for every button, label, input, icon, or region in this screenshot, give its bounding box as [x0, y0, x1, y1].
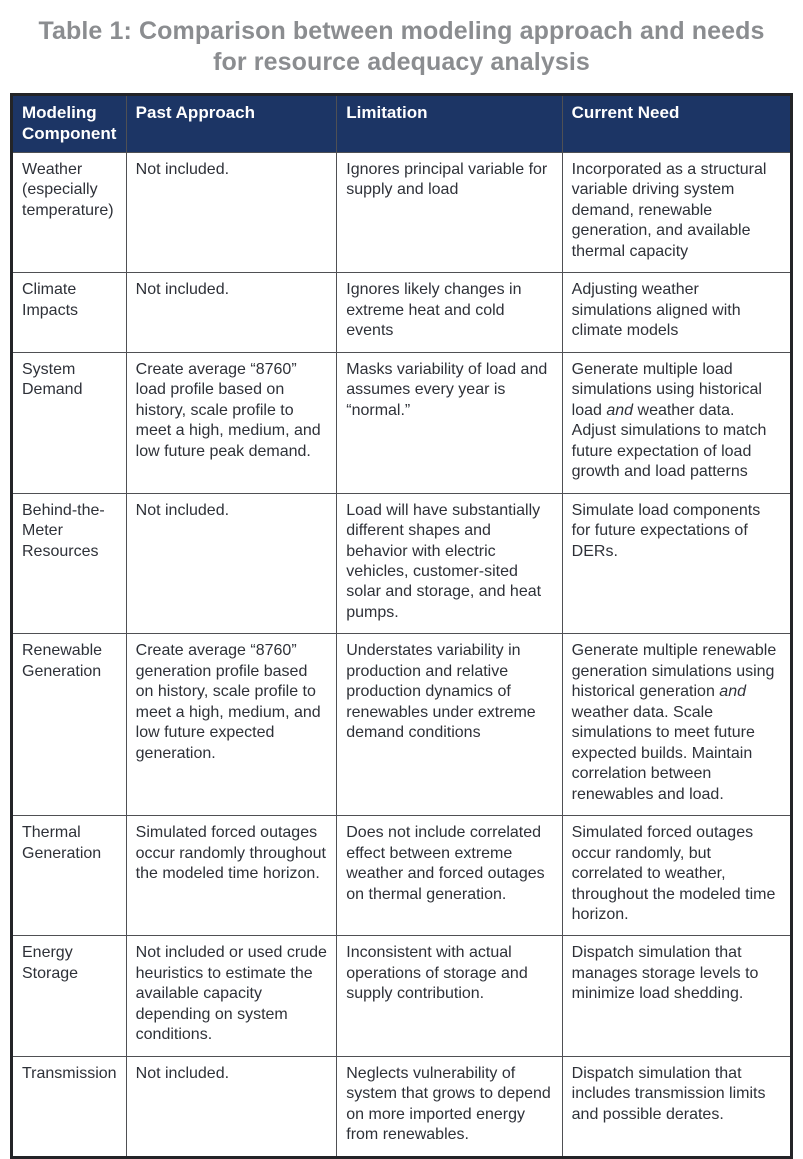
- cell-need: Dispatch simulation that includes transmission limits and possible derates.: [562, 1056, 791, 1157]
- cell-past: Simulated forced outages occur randomly throughout the modeled time horizon.: [126, 816, 337, 936]
- table-row: [12, 816, 792, 936]
- cell-component: Energy Storage: [12, 936, 127, 1056]
- cell-need: Generate multiple renewable generation simulations using historical generation and weather data. Scale simulations to meet future expected builds. Maintain correlation between renewables and load.: [562, 634, 791, 816]
- cell-limitation: Does not include correlated effect between extreme weather and forced outages on thermal generation.: [337, 816, 562, 936]
- comparison-table: [10, 93, 793, 1159]
- cell-past: Not included.: [126, 273, 337, 352]
- cell-component: Weather (especially temperature): [12, 153, 127, 273]
- cell-past: Not included or used crude heuristics to estimate the available capacity depending on system conditions.: [126, 936, 337, 1056]
- header-row: [12, 94, 792, 153]
- header-modeling-component: Modeling Component: [12, 94, 127, 153]
- cell-limitation: Ignores likely changes in extreme heat and cold events: [337, 273, 562, 352]
- table-row: [12, 352, 792, 493]
- cell-need: Simulate load components for future expectations of DERs.: [562, 493, 791, 634]
- cell-limitation: Load will have substantially different shapes and behavior with electric vehicles, customer-sited solar and storage, and heat pumps.: [337, 493, 562, 634]
- cell-limitation: Ignores principal variable for supply and load: [337, 153, 562, 273]
- cell-component: Transmission: [12, 1056, 127, 1157]
- cell-past: Not included.: [126, 153, 337, 273]
- table-body: [12, 153, 792, 1158]
- cell-limitation: Inconsistent with actual operations of storage and supply contribution.: [337, 936, 562, 1056]
- table-row: [12, 936, 792, 1056]
- table-row: [12, 1056, 792, 1157]
- cell-need: Dispatch simulation that manages storage levels to minimize load shedding.: [562, 936, 791, 1056]
- table-row: [12, 634, 792, 816]
- cell-past: Not included.: [126, 1056, 337, 1157]
- cell-past: Not included.: [126, 493, 337, 634]
- cell-component: Renewable Generation: [12, 634, 127, 816]
- table-row: [12, 153, 792, 273]
- cell-past: Create average “8760” generation profile based on history, scale profile to meet a high, medium, and low future expected generation.: [126, 634, 337, 816]
- header-past-approach: Past Approach: [126, 94, 337, 153]
- page: [0, 16, 803, 1144]
- table-row: [12, 273, 792, 352]
- header-limitation: Limitation: [337, 94, 562, 153]
- cell-component: System Demand: [12, 352, 127, 493]
- cell-component: Climate Impacts: [12, 273, 127, 352]
- cell-component: Behind-the-Meter Resources: [12, 493, 127, 634]
- cell-need: Generate multiple load simulations using historical load and weather data. Adjust simulations to match future expectation of load growth and load patterns: [562, 352, 791, 493]
- cell-need: Incorporated as a structural variable driving system demand, renewable generation, and available thermal capacity: [562, 153, 791, 273]
- table-title: [30, 16, 773, 79]
- table-row: [12, 493, 792, 634]
- table-title-line2: for resource adequacy analysis: [213, 48, 590, 77]
- cell-need: Adjusting weather simulations aligned with climate models: [562, 273, 791, 352]
- table-title-line1: Table 1: Comparison between modeling approach and needs: [38, 17, 765, 45]
- cell-limitation: Neglects vulnerability of system that grows to depend on more imported energy from renewables.: [337, 1056, 562, 1157]
- cell-need: Simulated forced outages occur randomly, but correlated to weather, throughout the modeled time horizon.: [562, 816, 791, 936]
- cell-limitation: Understates variability in production and relative production dynamics of renewables under extreme demand conditions: [337, 634, 562, 816]
- cell-past: Create average “8760” load profile based on history, scale profile to meet a high, medium, and low future peak demand.: [126, 352, 337, 493]
- header-current-need: Current Need: [562, 94, 791, 153]
- cell-limitation: Masks variability of load and assumes every year is “normal.”: [337, 352, 562, 493]
- cell-component: Thermal Generation: [12, 816, 127, 936]
